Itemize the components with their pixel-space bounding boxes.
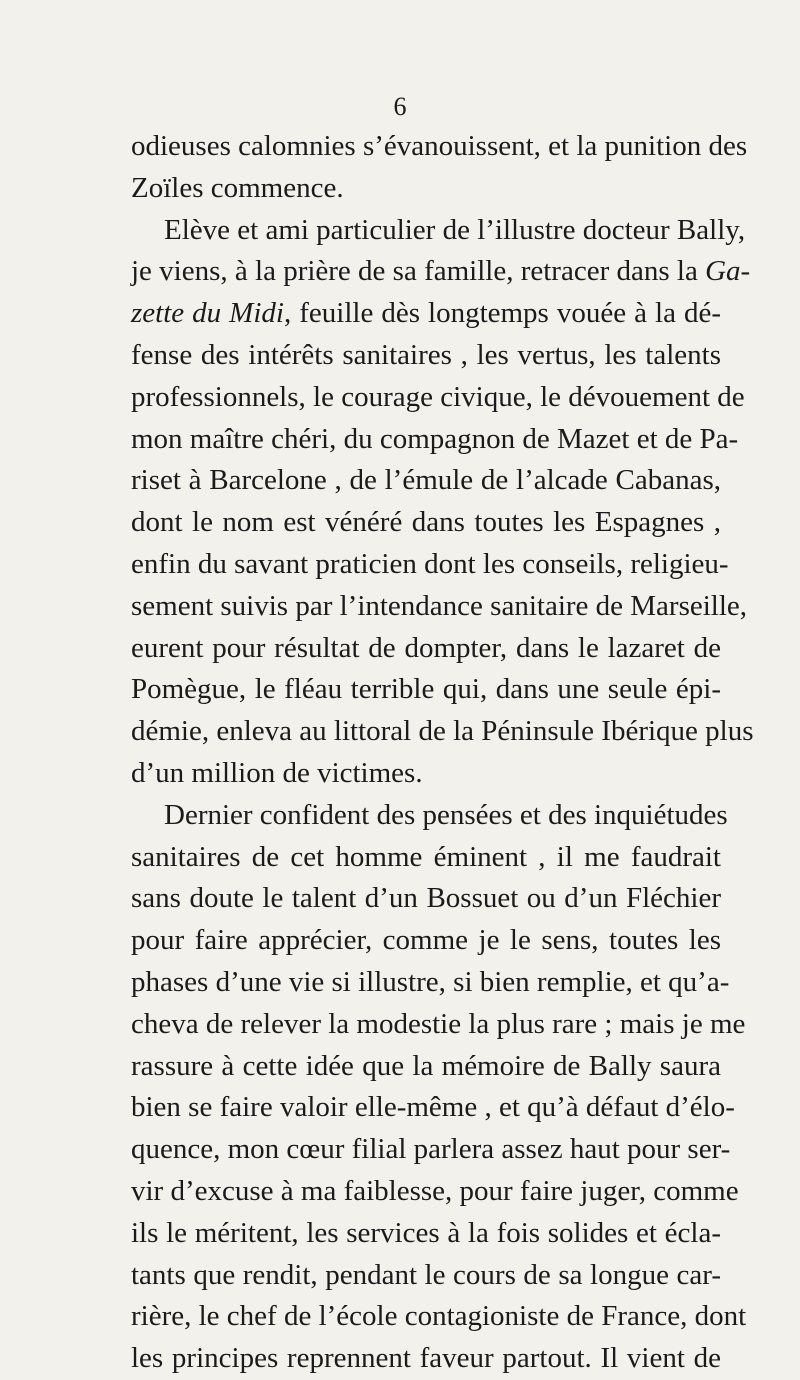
- text-line: sement suivis par l’intendance sanitaire de Marseille,: [131, 589, 748, 622]
- text-line: ils le méritent, les services à la fois solides et écla-: [131, 1216, 721, 1249]
- text-segment: je viens, à la prière de sa famille, retracer dans la: [131, 255, 706, 288]
- text-line: quence, mon cœur filial parlera assez haut pour ser-: [131, 1133, 731, 1166]
- text-line: cheva de relever la modestie la plus rare ; mais je me: [131, 1007, 746, 1040]
- text-line: Pomègue, le fléau terrible qui, dans une seule épi-: [131, 673, 721, 706]
- body-text: [131, 126, 754, 1380]
- text-line: Elève et ami particulier de l’illustre docteur Bally,: [164, 213, 746, 246]
- text-line: rière, le chef de l’école contagioniste de France, dont: [131, 1300, 747, 1333]
- italic-title-segment: zette du Midi: [131, 297, 284, 330]
- text-line: riset à Barcelone , de l’émule de l’alcade Cabanas,: [131, 464, 721, 497]
- text-line: vir d’excuse à ma faiblesse, pour faire juger, comme: [131, 1174, 739, 1207]
- text-line: sans doute le talent d’un Bossuet ou d’un Fléchier: [131, 882, 721, 915]
- text-line: les principes reprennent faveur partout. Il vient de: [131, 1342, 721, 1375]
- text-line: [131, 251, 751, 293]
- text-line: pour faire apprécier, comme je le sens, toutes les: [131, 924, 721, 957]
- italic-title-segment: Ga-: [705, 255, 751, 288]
- text-line: d’un million de victimes.: [131, 756, 423, 789]
- text-line: [131, 293, 721, 335]
- text-line: professionnels, le courage civique, le dévouement de: [131, 380, 745, 413]
- text-line: mon maître chéri, du compagnon de Mazet et de Pa-: [131, 422, 739, 455]
- page-number: 6: [393, 92, 407, 121]
- text-line: bien se faire valoir elle-même , et qu’à défaut d’élo-: [131, 1091, 735, 1124]
- text-line: enfin du savant praticien dont les conseils, religieu-: [131, 547, 729, 580]
- text-line: tants que rendit, pendant le cours de sa longue car-: [131, 1258, 721, 1291]
- text-line: sanitaires de cet homme éminent , il me faudrait: [131, 840, 721, 873]
- text-line: Dernier confident des pensées et des inquiétudes: [164, 798, 728, 831]
- text-line: dont le nom est vénéré dans toutes les Espagnes ,: [131, 506, 721, 539]
- text-line: fense des intérêts sanitaires , les vertus, les talents: [131, 338, 721, 371]
- text-line: eurent pour résultat de dompter, dans le lazaret de: [131, 631, 721, 664]
- text-segment: , feuille dès longtemps vouée à la dé-: [283, 297, 721, 330]
- text-line: phases d’une vie si illustre, si bien remplie, et qu’a-: [131, 965, 730, 998]
- text-line: odieuses calomnies s’évanouissent, et la punition des: [131, 130, 748, 162]
- text-line: démie, enleva au littoral de la Péninsule Ibérique plus: [131, 715, 754, 748]
- text-line: rassure à cette idée que la mémoire de Bally saura: [131, 1049, 721, 1082]
- text-line: Zoïles commence.: [131, 171, 344, 204]
